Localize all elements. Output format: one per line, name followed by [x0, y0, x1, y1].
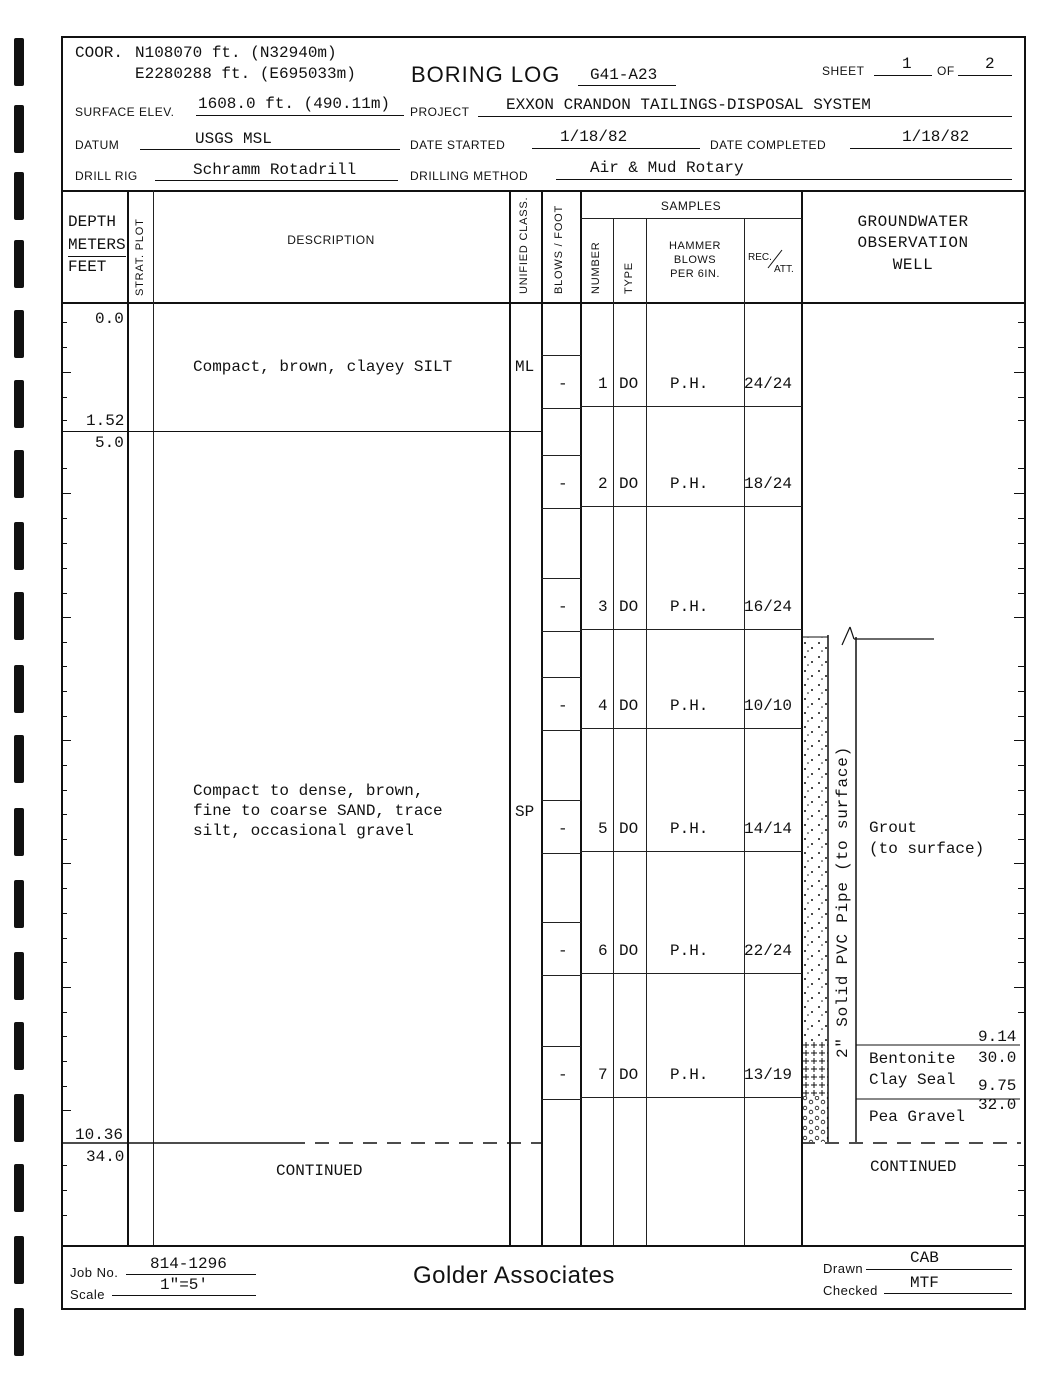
samples-label: SAMPLES [660, 199, 722, 213]
continued-well: CONTINUED [870, 1158, 957, 1176]
seal-top-m: 9.14 [978, 1028, 1017, 1046]
sample-type: DO [619, 820, 639, 838]
sample-hammer-blows: P.H. [670, 820, 709, 838]
seal-bottom-m: 9.75 [978, 1077, 1017, 1095]
sample-rec-att: 14/14 [744, 820, 793, 838]
datum-label: DATUM [75, 138, 120, 152]
sample-blows: - [558, 598, 568, 616]
depth-top: 0.0 [95, 310, 124, 328]
coor-label: COOR. [75, 44, 124, 62]
sample-number: 5 [598, 820, 608, 838]
pvc-pipe-label: 2" Solid PVC Pipe (to surface) [834, 745, 852, 1058]
gw-label-1: GROUNDWATER [857, 213, 969, 231]
continued-description: CONTINUED [276, 1162, 363, 1180]
checked-value: MTF [910, 1274, 939, 1292]
sample-rec-att: 24/24 [744, 375, 793, 393]
unified-class-label: UNIFIED CLASS. [518, 196, 530, 294]
rec-att-slash [766, 248, 784, 270]
layer-2-description-line3: silt, occasional gravel [193, 822, 414, 840]
sample-number: 3 [598, 598, 608, 616]
sample-blows: - [558, 942, 568, 960]
layer-2-description-line1: Compact to dense, brown, [193, 782, 424, 800]
pea-gravel-label: Pea Gravel [869, 1108, 966, 1126]
company-name: Golder Associates [413, 1262, 615, 1289]
scale-value: 1"=5' [160, 1276, 209, 1294]
seal-bottom-ft: 32.0 [978, 1096, 1017, 1114]
per-6in-label: PER 6IN. [670, 268, 720, 280]
layer-1-class: ML [515, 358, 535, 376]
depth-layer1-ft: 5.0 [95, 434, 124, 452]
drawn-value: CAB [910, 1249, 939, 1267]
date-completed-value: 1/18/82 [902, 128, 970, 146]
hammer-label: HAMMER [669, 240, 721, 252]
sample-hammer-blows: P.H. [670, 598, 709, 616]
drawn-label: Drawn [823, 1261, 864, 1276]
sample-number: 1 [598, 375, 608, 393]
drill-rig-value: Schramm Rotadrill [193, 161, 357, 179]
depth-bottom-m: 10.36 [75, 1126, 124, 1144]
coor-east: E2280288 ft. (E695033m) [135, 65, 356, 83]
sample-type: DO [619, 942, 639, 960]
sample-type: DO [619, 1066, 639, 1084]
sample-rec-att: 16/24 [744, 598, 793, 616]
sample-blows: - [558, 820, 568, 838]
att-label: ATT. [774, 264, 794, 275]
sample-hammer-blows: P.H. [670, 375, 709, 393]
coor-north: N108070 ft. (N32940m) [135, 44, 337, 62]
date-started-value: 1/18/82 [560, 128, 628, 146]
drilling-method-value: Air & Mud Rotary [590, 159, 744, 177]
sample-blows: - [558, 697, 568, 715]
sample-hammer-blows: P.H. [670, 697, 709, 715]
sample-blows: - [558, 1066, 568, 1084]
sheet-label: SHEET [822, 64, 865, 78]
feet-col-label: FEET [68, 258, 107, 276]
strat-plot-label: STRAT. PLOT [134, 218, 146, 296]
sheet-total: 2 [985, 55, 995, 73]
bentonite-label-2: Clay Seal [869, 1071, 956, 1089]
checked-label: Checked [823, 1283, 878, 1298]
description-col-label: DESCRIPTION [287, 233, 375, 247]
depth-col-label: DEPTH [68, 213, 117, 231]
date-completed-label: DATE COMPLETED [710, 138, 827, 152]
rec-label: REC. [748, 252, 772, 263]
meters-col-label: METERS [68, 236, 126, 254]
blows-label: BLOWS [673, 254, 717, 266]
sample-hammer-blows: P.H. [670, 1066, 709, 1084]
grout-label-1: Grout [869, 819, 918, 837]
blows-foot-label: BLOWS / FOOT [553, 204, 565, 294]
sample-rec-att: 18/24 [744, 475, 793, 493]
sample-rec-att: 10/10 [744, 697, 793, 715]
surface-elev-label: SURFACE ELEV. [75, 105, 175, 119]
sample-number: 4 [598, 697, 608, 715]
datum-value: USGS MSL [195, 130, 272, 148]
scale-label: Scale [70, 1287, 106, 1302]
gw-label-2: OBSERVATION [857, 234, 969, 252]
sample-blows: - [558, 375, 568, 393]
project-value: EXXON CRANDON TAILINGS-DISPOSAL SYSTEM [506, 96, 871, 114]
drill-rig-label: DRILL RIG [75, 169, 138, 183]
sample-blows: - [558, 475, 568, 493]
gw-label-3: WELL [892, 256, 934, 274]
sample-number: 6 [598, 942, 608, 960]
sample-type: DO [619, 475, 639, 493]
layer-2-class: SP [515, 803, 535, 821]
sample-type: DO [619, 375, 639, 393]
project-label: PROJECT [410, 105, 470, 119]
layer-2-description-line2: fine to coarse SAND, trace [193, 802, 443, 820]
depth-bottom-ft: 34.0 [86, 1148, 125, 1166]
date-started-label: DATE STARTED [410, 138, 506, 152]
sample-type: DO [619, 697, 639, 715]
of-label: OF [937, 64, 955, 78]
sample-rec-att: 13/19 [744, 1066, 793, 1084]
seal-top-ft: 30.0 [978, 1049, 1017, 1067]
grout-label-2: (to surface) [869, 840, 985, 858]
boring-log-title: BORING LOG [411, 62, 561, 87]
surface-elev-value: 1608.0 ft. (490.11m) [198, 95, 391, 113]
depth-layer1-m: 1.52 [86, 412, 125, 430]
layer-1-description: Compact, brown, clayey SILT [193, 358, 453, 376]
sheet-number: 1 [902, 55, 912, 73]
log-id: G41-A23 [590, 66, 658, 84]
sample-hammer-blows: P.H. [670, 475, 709, 493]
number-col-label: NUMBER [590, 241, 602, 294]
drilling-method-label: DRILLING METHOD [410, 169, 529, 183]
job-no-label: Job No. [70, 1265, 119, 1280]
sample-hammer-blows: P.H. [670, 942, 709, 960]
sample-number: 2 [598, 475, 608, 493]
sample-type: DO [619, 598, 639, 616]
job-no-value: 814-1296 [150, 1255, 227, 1273]
sample-number: 7 [598, 1066, 608, 1084]
sample-rec-att: 22/24 [744, 942, 793, 960]
type-col-label: TYPE [623, 262, 635, 294]
bentonite-label-1: Bentonite [869, 1050, 956, 1068]
